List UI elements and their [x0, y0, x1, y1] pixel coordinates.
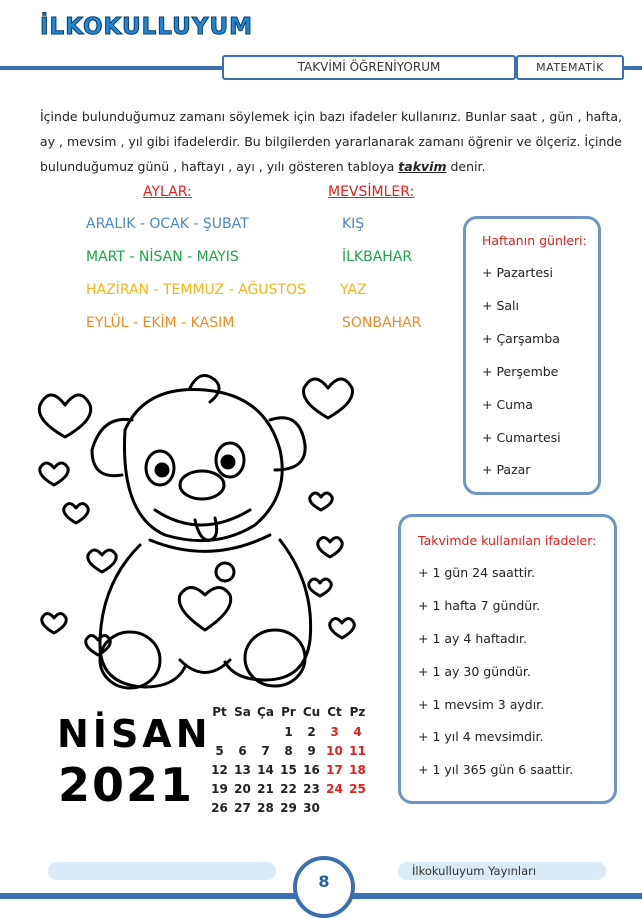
calendar-day: 23: [303, 781, 320, 796]
calendar-day: 6: [238, 743, 247, 758]
calendar-day: 21: [257, 781, 274, 796]
weekday-header: Cu: [302, 705, 321, 719]
intro-text-end: denir.: [446, 159, 486, 174]
expression-item: + 1 yıl 365 gün 6 saattir.: [418, 762, 574, 777]
calendar-week-row: [208, 741, 369, 760]
weekday-item: + Çarşamba: [482, 331, 560, 346]
calendar-week-row: [208, 779, 369, 798]
calendar-day: 2: [307, 724, 316, 739]
calendar-day: 27: [234, 800, 251, 815]
page-title: TAKVİMİ ÖĞRENİYORUM: [222, 55, 516, 80]
calendar-week-row: [208, 760, 369, 779]
calendar-week-row: [208, 798, 369, 817]
weekday-header: Ct: [327, 705, 342, 719]
calendar-day: 10: [326, 743, 343, 758]
months-autumn: EYLÜL - EKİM - KASIM: [86, 315, 235, 331]
expression-item: + 1 ay 4 haftadır.: [418, 631, 528, 646]
calendar-day: 1: [284, 724, 293, 739]
weekday-header: Ça: [257, 705, 274, 719]
weekdays-title: Haftanın günleri:: [482, 233, 587, 248]
subject-label: MATEMATİK: [516, 55, 624, 80]
expression-item: + 1 yıl 4 mevsimdir.: [418, 729, 544, 744]
calendar-day: 24: [326, 781, 343, 796]
calendar-day: [323, 798, 346, 817]
heart-icon: [40, 463, 68, 485]
months-heading: AYLAR:: [143, 184, 192, 200]
heart-icon: [42, 614, 67, 634]
heart-icon: [86, 636, 111, 656]
weekday-item: + Cuma: [482, 397, 533, 412]
page-number: 8: [293, 856, 355, 918]
calendar-day: 9: [307, 743, 316, 758]
heart-icon: [309, 579, 332, 596]
season-summer: YAZ: [340, 282, 367, 298]
calendar-day: 28: [257, 800, 274, 815]
puppy-illustration: [30, 360, 370, 700]
weekday-item: + Perşembe: [482, 364, 559, 379]
expressions-title: Takvimde kullanılan ifadeler:: [418, 533, 597, 548]
expression-item: + 1 mevsim 3 aydır.: [418, 697, 545, 712]
weekday-item: + Pazar: [482, 462, 531, 477]
expression-item: + 1 hafta 7 gündür.: [418, 598, 541, 613]
heart-icon: [39, 395, 90, 437]
logo: İLKOKULLUYUM: [40, 14, 254, 40]
calendar-grid: [208, 702, 369, 817]
weekday-header: Pr: [281, 705, 296, 719]
calendar-day: [231, 722, 254, 741]
season-spring: İLKBAHAR: [342, 249, 413, 265]
expression-item: + 1 gün 24 saattir.: [418, 565, 536, 580]
calendar-day: 25: [349, 781, 366, 796]
seasons-heading: MEVSİMLER:: [328, 184, 415, 200]
calendar-day: 18: [349, 762, 366, 777]
heart-icon: [304, 379, 353, 418]
season-winter: KIŞ: [342, 216, 365, 232]
intro-text: İçinde bulunduğumuz zamanı söylemek için bazı ifadeler kullanırız. Bunlar saat , gün , hafta, ay , mevsim , yıl gibi ifadelerdir. Bu bilgilerden yararlanarak zamanı öğrenir ve ölçeriz. İçinde bulunduğumuz günü , haftayı , ayı , yılı gösteren tabloya: [40, 109, 622, 174]
calendar-day: 8: [284, 743, 293, 758]
calendar-year: 2021: [58, 758, 195, 812]
calendar-day: 4: [353, 724, 362, 739]
calendar-body: [208, 722, 369, 817]
months-summer: HAZİRAN - TEMMUZ - AĞUSTOS: [86, 282, 306, 298]
months-winter: ARALIK - OCAK - ŞUBAT: [86, 216, 249, 232]
weekday-item: + Pazartesi: [482, 265, 554, 280]
intro-keyword: takvim: [398, 159, 447, 174]
calendar-day: 19: [211, 781, 228, 796]
calendar-header-row: [208, 702, 369, 722]
footer-pill-left: [48, 862, 276, 880]
calendar-day: 15: [280, 762, 297, 777]
heart-icon: [330, 619, 355, 639]
calendar-day: 14: [257, 762, 274, 777]
intro-paragraph: [40, 104, 622, 179]
calendar-day: 5: [215, 743, 224, 758]
weekday-item: + Salı: [482, 298, 519, 313]
heart-icon: [318, 538, 343, 558]
calendar-day: 29: [280, 800, 297, 815]
calendar-week-row: [208, 722, 369, 741]
calendar-day: 20: [234, 781, 251, 796]
expressions-box: [398, 514, 617, 804]
calendar-day: 17: [326, 762, 343, 777]
weekday-item: + Cumartesi: [482, 430, 561, 445]
calendar-day: 13: [234, 762, 251, 777]
calendar-day: [208, 722, 231, 741]
calendar-day: 26: [211, 800, 228, 815]
calendar-day: 22: [280, 781, 297, 796]
months-spring: MART - NİSAN - MAYIS: [86, 249, 239, 265]
calendar-day: 30: [303, 800, 320, 815]
heart-icon: [64, 504, 89, 524]
weekdays-box: [463, 216, 601, 495]
heart-icon: [310, 493, 333, 510]
calendar-day: 7: [261, 743, 270, 758]
heart-icon: [88, 550, 116, 572]
weekday-header: Pz: [349, 705, 366, 719]
calendar-day: 12: [211, 762, 228, 777]
calendar-day: 3: [330, 724, 339, 739]
calendar-day: 11: [349, 743, 366, 758]
publisher-label: İlkokulluyum Yayınları: [412, 864, 537, 878]
calendar-day: [254, 722, 277, 741]
weekday-header: Pt: [212, 705, 227, 719]
expression-item: + 1 ay 30 gündür.: [418, 664, 531, 679]
calendar-month: NİSAN: [57, 712, 212, 756]
season-autumn: SONBAHAR: [342, 315, 422, 331]
calendar-day: [346, 798, 369, 817]
weekday-header: Sa: [234, 705, 251, 719]
calendar-day: 16: [303, 762, 320, 777]
